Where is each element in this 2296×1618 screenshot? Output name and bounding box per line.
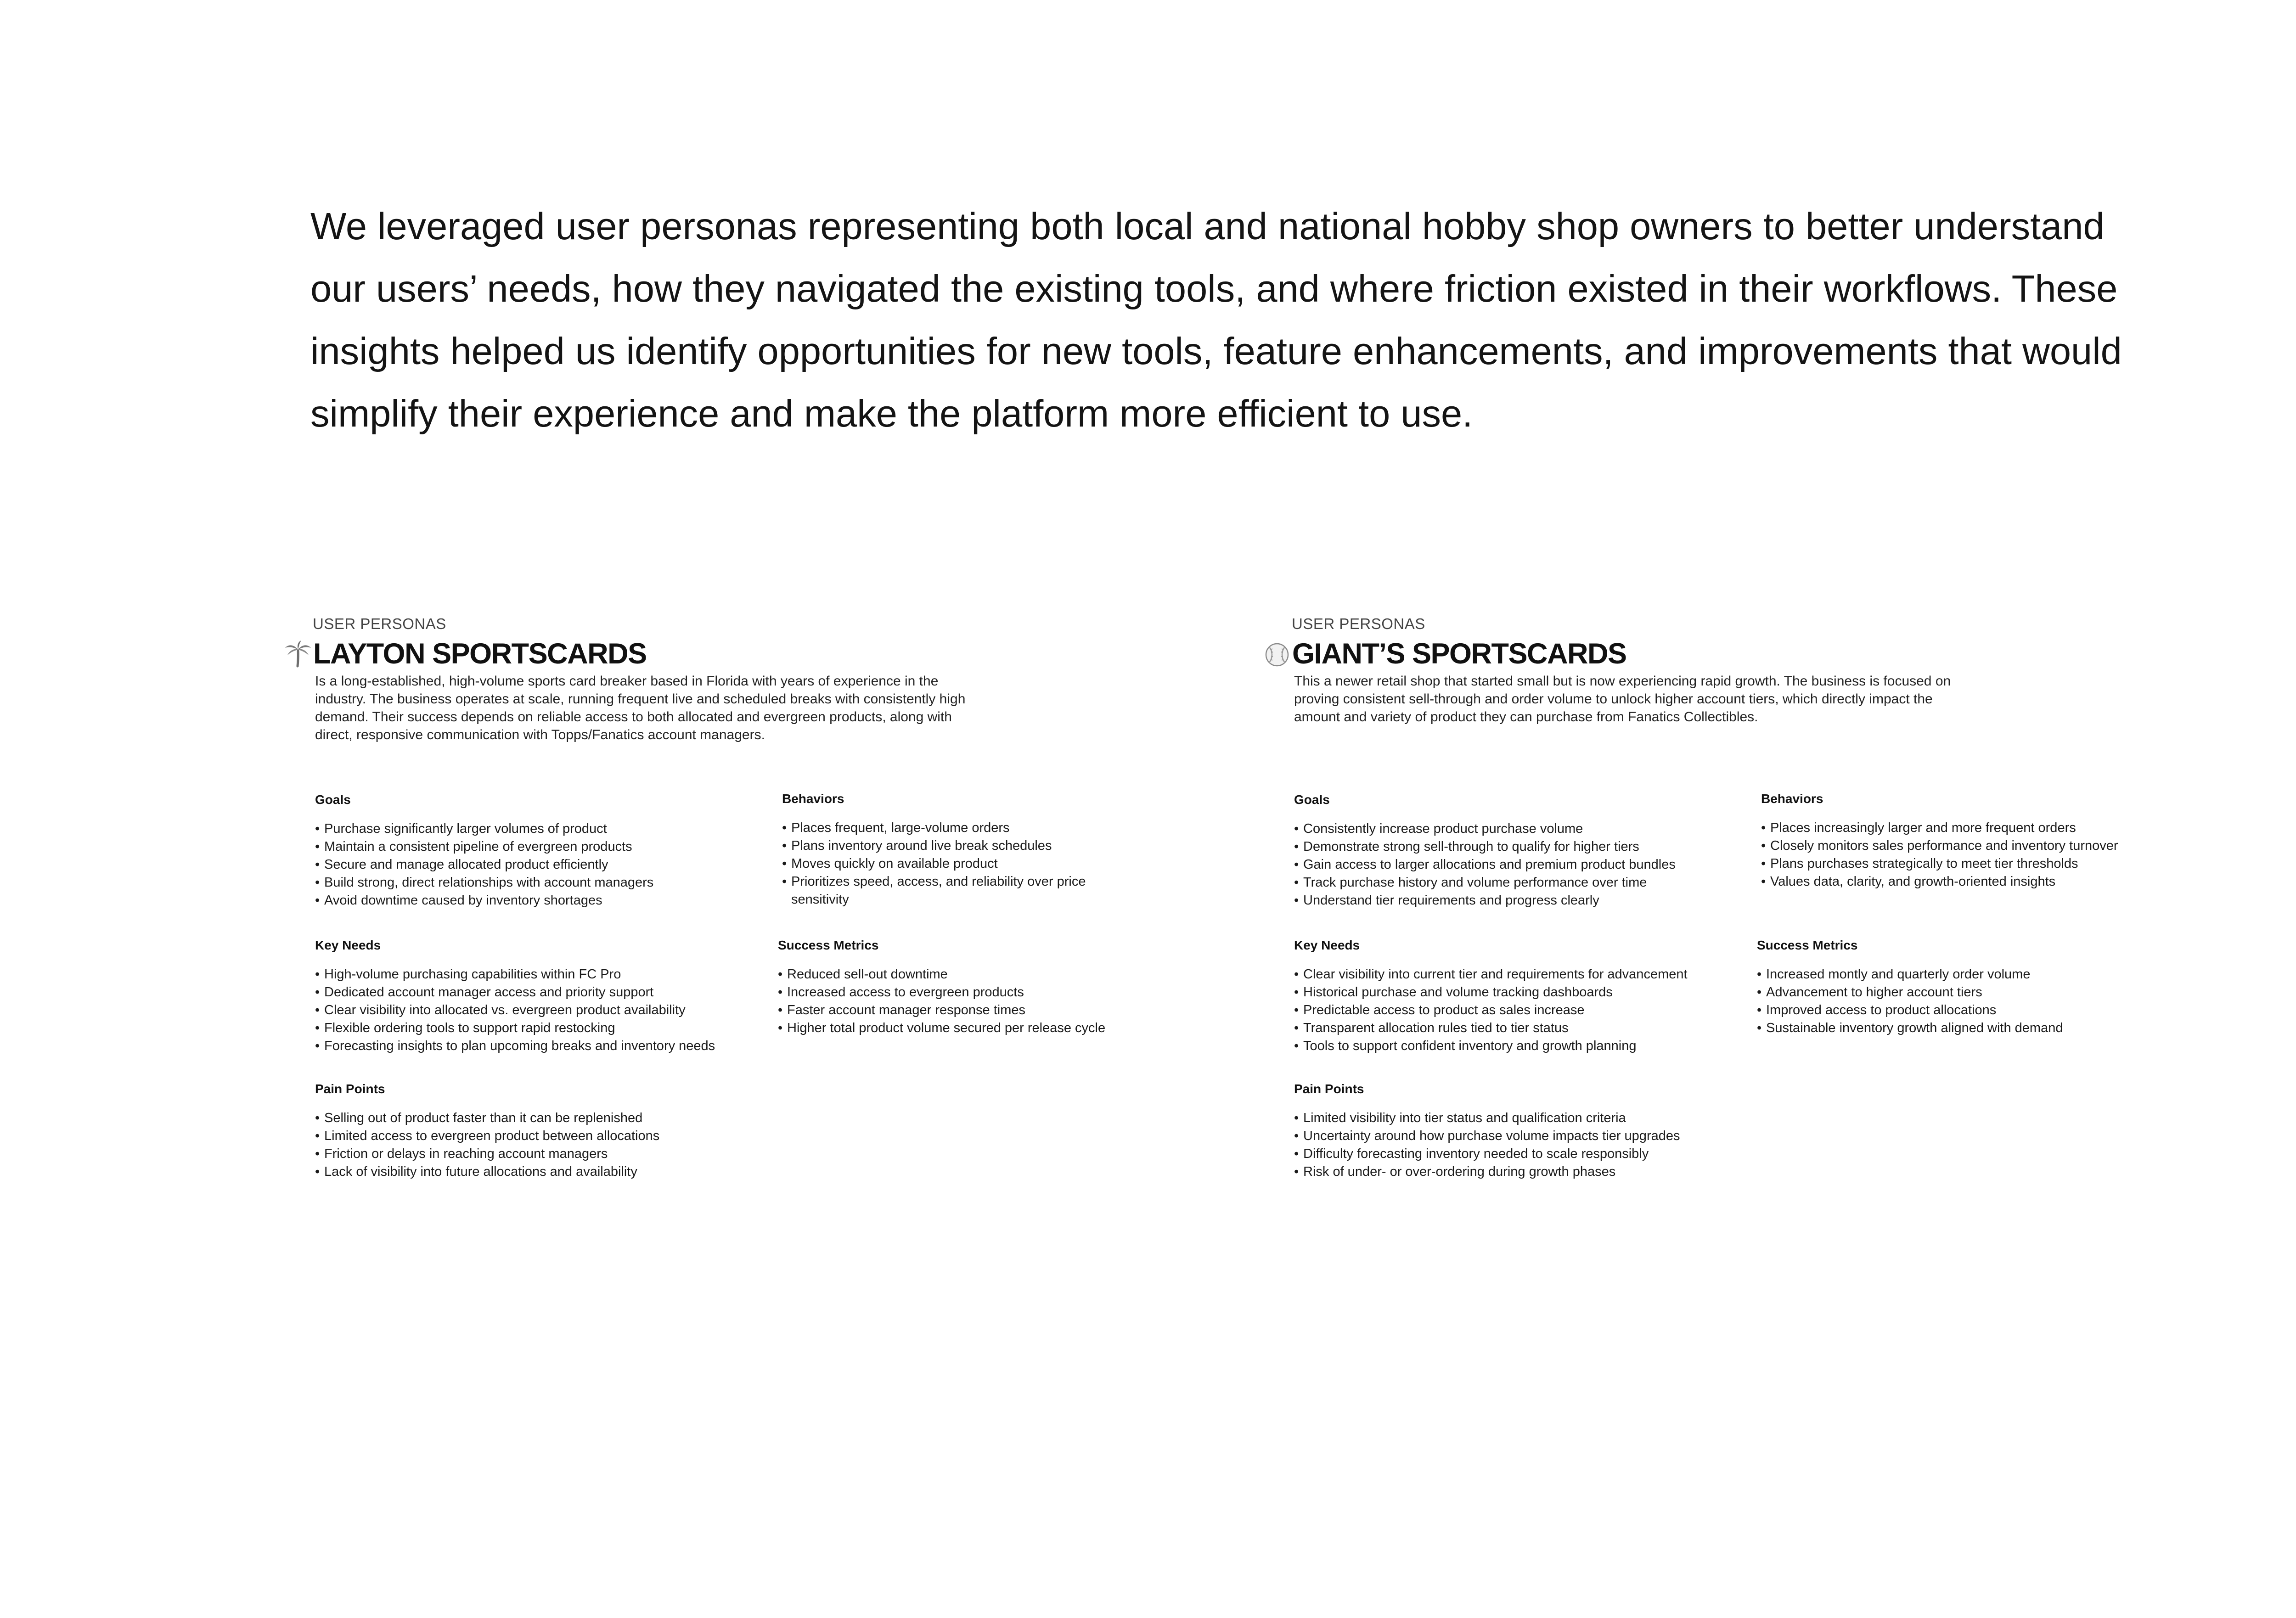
- persona-title: GIANT’S SPORTSCARDS: [1292, 638, 1626, 670]
- list-item: • Selling out of product faster than it can be replenished: [315, 1109, 659, 1127]
- list-item: • Friction or delays in reaching account managers: [315, 1145, 659, 1163]
- list-item: • Closely monitors sales performance and inventory turnover: [1761, 837, 2124, 855]
- list-item: • Advancement to higher account tiers: [1757, 983, 2063, 1001]
- behaviors-section: [1761, 792, 2124, 891]
- behaviors-heading: Behaviors: [782, 792, 844, 806]
- list-item: • Places frequent, large-volume orders: [782, 819, 1113, 837]
- baseball-icon: [1263, 640, 1291, 668]
- persona-title: LAYTON SPORTSCARDS: [313, 638, 647, 670]
- list-item: • Understand tier requirements and progress clearly: [1294, 892, 1676, 910]
- list-item: • Track purchase history and volume performance over time: [1294, 874, 1676, 892]
- list-item: • Clear visibility into current tier and requirements for advancement: [1294, 966, 1688, 983]
- key-needs-heading: Key Needs: [1294, 938, 1360, 952]
- persona-eyebrow: USER PERSONAS: [313, 615, 446, 632]
- list-item: • Build strong, direct relationships with account managers: [315, 874, 653, 892]
- list-item: • Difficulty forecasting inventory needed to scale responsibly: [1294, 1145, 1680, 1163]
- pain-points-section: [315, 1082, 659, 1181]
- list-item: • Predictable access to product as sales increase: [1294, 1001, 1688, 1019]
- list-item: • Transparent allocation rules tied to tier status: [1294, 1019, 1688, 1037]
- persona-eyebrow: USER PERSONAS: [1292, 615, 1425, 632]
- list-item: • Sustainable inventory growth aligned with demand: [1757, 1019, 2063, 1037]
- list-item: • Forecasting insights to plan upcoming breaks and inventory needs: [315, 1037, 715, 1055]
- list-item: • Avoid downtime caused by inventory shortages: [315, 892, 653, 910]
- key-needs-heading: Key Needs: [315, 938, 381, 952]
- success-metrics-section: [778, 938, 1105, 1037]
- success-metrics-heading: Success Metrics: [1757, 938, 1858, 952]
- persona-title-row: [284, 635, 647, 672]
- goals-section: [315, 792, 653, 910]
- list-item: • Plans inventory around live break schedules: [782, 837, 1113, 855]
- persona-description: This a newer retail shop that started small but is now experiencing rapid growth. The business is focused on proving consistent sell-through and order volume to unlock higher account tiers, which directly impact the amount and variety of product they can purchase from Fanatics Collectibles.: [1294, 674, 1951, 725]
- list-item: • Moves quickly on available product: [782, 855, 1113, 873]
- list-item: • Values data, clarity, and growth-oriented insights: [1761, 873, 2124, 891]
- pain-points-heading: Pain Points: [1294, 1082, 1364, 1096]
- list-item: • Historical purchase and volume tracking dashboards: [1294, 983, 1688, 1001]
- list-item: • Limited visibility into tier status and qualification criteria: [1294, 1109, 1680, 1127]
- list-item: • Prioritizes speed, access, and reliability over price sensitivity: [782, 873, 1113, 909]
- list-item: • Purchase significantly larger volumes of product: [315, 820, 653, 838]
- list-item: • Places increasingly larger and more frequent orders: [1761, 819, 2124, 837]
- list-item: • Risk of under- or over-ordering during growth phases: [1294, 1163, 1680, 1181]
- list-item: • Increased access to evergreen products: [778, 983, 1105, 1001]
- list-item: • Higher total product volume secured per release cycle: [778, 1019, 1105, 1037]
- key-needs-section: [1294, 938, 1688, 1055]
- goals-heading: Goals: [315, 792, 351, 807]
- list-item: • Secure and manage allocated product efficiently: [315, 856, 653, 874]
- list-item: • Plans purchases strategically to meet tier thresholds: [1761, 855, 2124, 873]
- list-item: • Improved access to product allocations: [1757, 1001, 2063, 1019]
- list-item: • Maintain a consistent pipeline of evergreen products: [315, 838, 653, 856]
- goals-section: [1294, 792, 1676, 910]
- list-item: • Clear visibility into allocated vs. evergreen product availability: [315, 1001, 715, 1019]
- list-item: • Increased montly and quarterly order volume: [1757, 966, 2063, 983]
- success-metrics-heading: Success Metrics: [778, 938, 879, 952]
- list-item: • Reduced sell-out downtime: [778, 966, 1105, 983]
- persona-description: Is a long-established, high-volume sports card breaker based in Florida with years of experience in the industry. The business operates at scale, running frequent live and scheduled breaks with consistently high demand. Their success depends on reliable access to both allocated and evergreen products, along with direct, responsive communication with Topps/Fanatics account managers.: [315, 674, 966, 742]
- list-item: • Flexible ordering tools to support rapid restocking: [315, 1019, 715, 1037]
- pain-points-section: [1294, 1082, 1680, 1181]
- success-metrics-section: [1757, 938, 2063, 1037]
- pain-points-heading: Pain Points: [315, 1082, 385, 1096]
- list-item: • Consistently increase product purchase volume: [1294, 820, 1676, 838]
- palm-tree-icon: [284, 640, 312, 668]
- list-item: • Dedicated account manager access and priority support: [315, 983, 715, 1001]
- list-item: • Demonstrate strong sell-through to qualify for higher tiers: [1294, 838, 1676, 856]
- list-item: • Limited access to evergreen product between allocations: [315, 1127, 659, 1145]
- behaviors-section: [782, 792, 1113, 909]
- list-item: • Faster account manager response times: [778, 1001, 1105, 1019]
- list-item: • Gain access to larger allocations and premium product bundles: [1294, 856, 1676, 874]
- intro-paragraph: We leveraged user personas representing both local and national hobby shop owners to better understand our users’ needs, how they navigated the existing tools, and where friction existed in their workflows. These insights helped us identify opportunities for new tools, feature enhancements, and improvements that would simplify their experience and make the platform more efficient to use.: [310, 205, 2122, 435]
- list-item: • High-volume purchasing capabilities within FC Pro: [315, 966, 715, 983]
- list-item: • Tools to support confident inventory and growth planning: [1294, 1037, 1688, 1055]
- goals-heading: Goals: [1294, 792, 1330, 807]
- persona-title-row: [1263, 635, 1626, 672]
- behaviors-heading: Behaviors: [1761, 792, 1823, 806]
- list-item: • Lack of visibility into future allocations and availability: [315, 1163, 659, 1181]
- list-item: • Uncertainty around how purchase volume impacts tier upgrades: [1294, 1127, 1680, 1145]
- key-needs-section: [315, 938, 715, 1055]
